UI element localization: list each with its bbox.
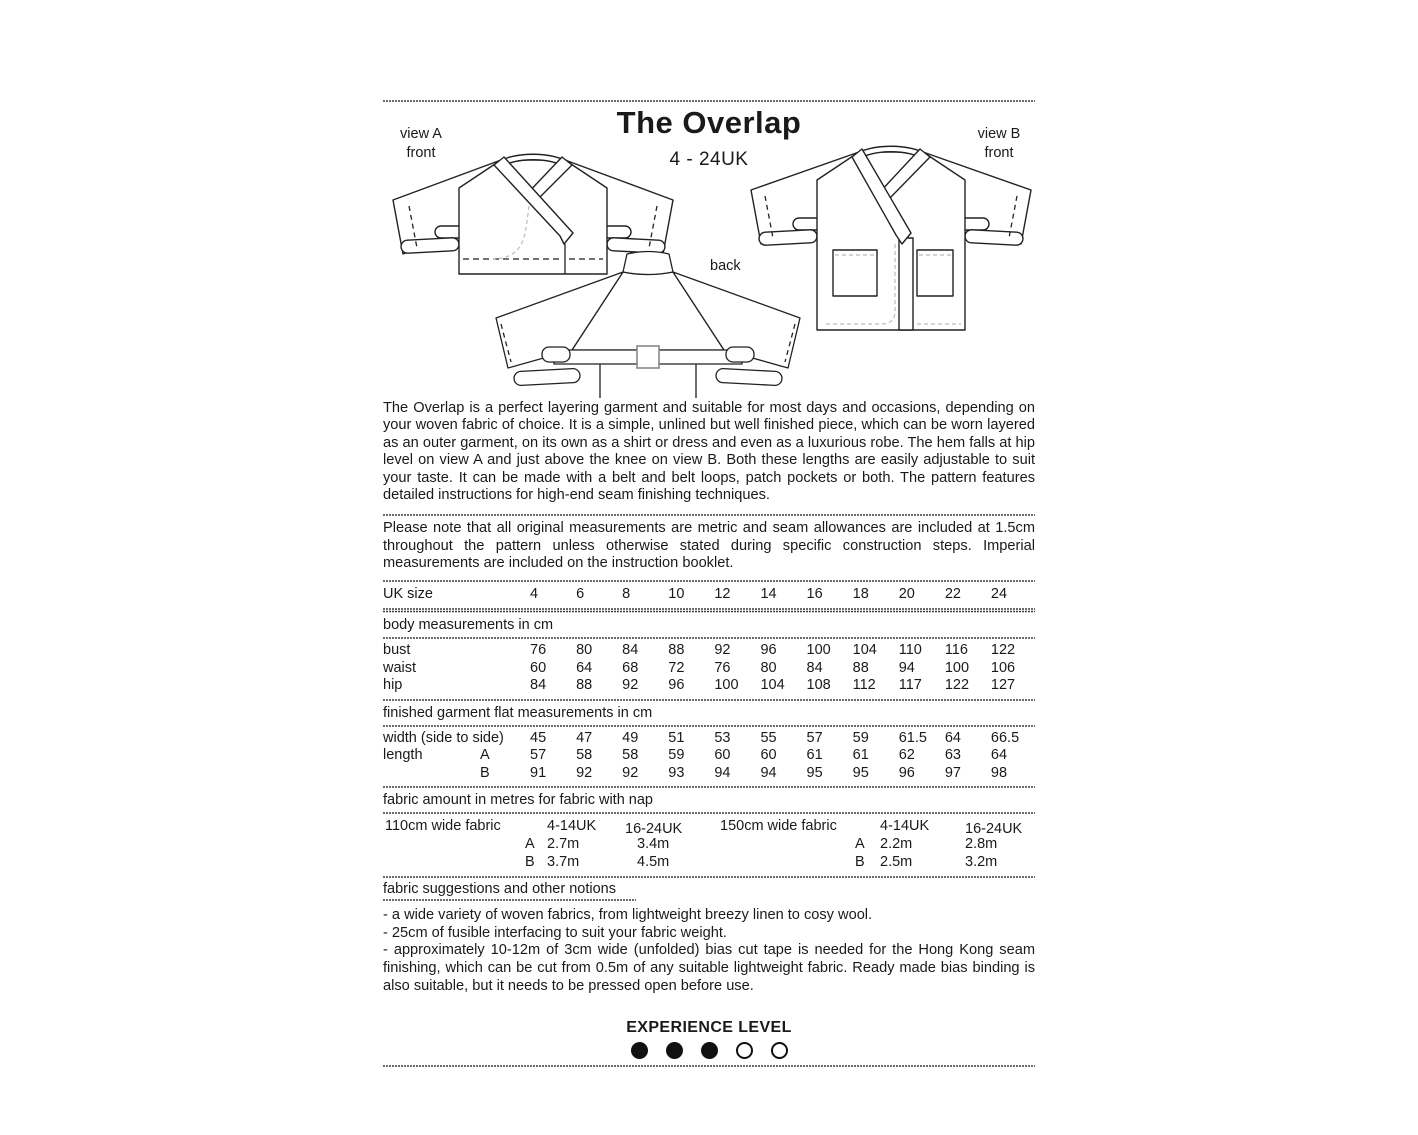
body-measurements-table xyxy=(383,639,1035,699)
experience-level-block xyxy=(383,1019,1035,1060)
width-value: 64 xyxy=(944,729,961,746)
length-a-value: 58 xyxy=(622,747,639,764)
uk-size-value: 12 xyxy=(714,585,731,602)
width-value: 59 xyxy=(852,729,869,746)
width-value: 49 xyxy=(622,729,639,746)
spacer xyxy=(383,835,523,853)
bust-label: bust xyxy=(383,642,411,659)
width-value: 53 xyxy=(714,729,731,746)
length-b-row xyxy=(383,765,1035,783)
waist-value: 84 xyxy=(806,659,823,676)
length-b-value: 96 xyxy=(898,764,915,781)
fabric-150-col1-header: 4-14UK xyxy=(880,818,930,835)
length-b-value: 95 xyxy=(806,764,823,781)
spacer xyxy=(523,817,545,835)
body-measurements-heading: body measurements in cm xyxy=(383,617,554,634)
bust-value: 92 xyxy=(714,642,731,659)
fabric-header-row xyxy=(383,817,1035,838)
fabric-view-b-row xyxy=(383,853,1035,871)
uk-size-row xyxy=(383,586,1035,604)
length-a-value: 62 xyxy=(898,747,915,764)
waist-value: 100 xyxy=(944,659,970,676)
experience-dot-empty xyxy=(771,1042,788,1059)
length-b-value: 95 xyxy=(852,764,869,781)
length-a-sub: A xyxy=(480,747,490,764)
notions-heading: fabric suggestions and other notions xyxy=(383,881,616,898)
divider xyxy=(383,876,1035,878)
hip-value: 92 xyxy=(622,677,639,694)
uk-size-value: 24 xyxy=(990,585,1008,602)
length-b-value: 97 xyxy=(944,764,961,781)
page-title: The Overlap xyxy=(616,105,802,140)
header-illustrations xyxy=(383,102,1035,398)
view-a-label-line1: view A xyxy=(400,126,442,142)
experience-level-heading: EXPERIENCE LEVEL xyxy=(626,1019,792,1037)
length-a-value: 64 xyxy=(990,747,1008,764)
width-label: width (side to side) xyxy=(383,729,504,746)
waist-row xyxy=(383,660,1035,678)
hip-value: 100 xyxy=(714,677,739,694)
length-a-value: 58 xyxy=(576,747,593,764)
length-label: length xyxy=(383,747,423,764)
length-b-value: 91 xyxy=(530,764,547,781)
fabric-150-col2-header: 16-24UK xyxy=(965,821,1023,838)
bust-value: 84 xyxy=(622,642,639,659)
waist-value: 64 xyxy=(576,659,593,676)
waist-label: waist xyxy=(383,659,417,676)
back-view-illustration xyxy=(488,250,808,400)
size-range: 4 - 24UK xyxy=(669,149,749,170)
width-row xyxy=(383,730,1035,748)
uk-size-value: 4 xyxy=(530,585,539,602)
uk-size-bar xyxy=(383,582,1035,609)
hip-label: hip xyxy=(383,677,403,694)
width-value: 47 xyxy=(576,729,593,746)
waist-value: 68 xyxy=(622,659,639,676)
fabric-110-a-letter: A xyxy=(525,836,535,853)
hip-value: 122 xyxy=(944,677,970,694)
bust-value: 110 xyxy=(898,642,922,659)
uk-size-label: UK size xyxy=(383,585,433,602)
experience-dot-filled xyxy=(631,1042,648,1059)
hip-value: 84 xyxy=(530,677,547,694)
width-value: 45 xyxy=(530,729,547,746)
finished-measurements-table xyxy=(383,727,1035,787)
bust-value: 100 xyxy=(806,642,831,659)
spacer xyxy=(848,817,870,835)
view-b-label-line2: front xyxy=(984,145,1014,161)
uk-size-value: 10 xyxy=(668,585,685,602)
fabric-150-b-letter: B xyxy=(855,854,865,871)
bust-value: 122 xyxy=(990,642,1016,659)
spacer xyxy=(383,853,523,871)
hip-value: 108 xyxy=(806,677,831,694)
fabric-amount-table xyxy=(383,814,1035,876)
length-b-value: 94 xyxy=(714,764,731,781)
length-b-value: 94 xyxy=(760,764,777,781)
width-value: 66.5 xyxy=(990,729,1020,746)
view-b-label-line1: view B xyxy=(977,126,1021,142)
bust-value: 80 xyxy=(576,642,593,659)
width-value: 61.5 xyxy=(898,729,927,746)
width-value: 55 xyxy=(760,729,777,746)
measurement-note-paragraph: Please note that all original measurements are metric and seam allowances are included at 1.5cm throughout the pattern unless otherwise stated during specific construction steps. Imperial measurements are included on the instruction booklet. xyxy=(383,520,1035,572)
fabric-amount-heading: fabric amount in metres for fabric with nap xyxy=(383,792,653,809)
fabric-150-a-val2: 2.8m xyxy=(965,836,998,853)
waist-value: 94 xyxy=(898,659,915,676)
hip-value: 112 xyxy=(852,677,876,694)
width-value: 51 xyxy=(668,729,685,746)
length-b-value: 93 xyxy=(668,764,685,781)
length-b-value: 98 xyxy=(990,764,1008,781)
fabric-110-col2-header: 16-24UK xyxy=(625,821,683,838)
fabric-110-b-letter: B xyxy=(525,854,535,871)
bust-value: 88 xyxy=(668,642,685,659)
bust-value: 76 xyxy=(530,642,547,659)
fabric-110-b-val1: 3.7m xyxy=(547,854,580,871)
bust-value: 116 xyxy=(944,642,968,659)
length-a-value: 57 xyxy=(530,747,547,764)
hip-value: 104 xyxy=(760,677,785,694)
fabric-150-b-val2: 3.2m xyxy=(965,854,998,871)
waist-value: 88 xyxy=(852,659,869,676)
back-view-label: back xyxy=(710,258,741,274)
uk-size-value: 14 xyxy=(760,585,777,602)
length-b-value: 92 xyxy=(576,764,593,781)
content-column xyxy=(383,100,1035,1067)
experience-dot-filled xyxy=(701,1042,718,1059)
bust-value: 96 xyxy=(760,642,777,659)
bottom-divider xyxy=(383,1065,1035,1067)
fabric-110-b-val2: 4.5m xyxy=(637,854,670,871)
description-paragraph: The Overlap is a perfect layering garment and suitable for most days and occasions, depending on your woven fabric of choice. It is a simple, unlined but well finished piece, which can be worn layered as an outer garment, on its own as a shirt or dress and even as a luxurious robe. The hem falls at hip level on view A and just above the knee on view B. Both these lengths are easily adjustable to suit your taste. It can be made with a belt and belt loops, patch pockets or both. The pattern features detailed instructions for high-end seam finishing techniques. xyxy=(383,400,1035,504)
uk-size-value: 16 xyxy=(806,585,823,602)
length-a-value: 59 xyxy=(668,747,685,764)
notions-heading-underline xyxy=(383,899,636,901)
waist-value: 60 xyxy=(530,659,547,676)
uk-size-value: 6 xyxy=(576,585,585,602)
waist-value: 72 xyxy=(668,659,685,676)
spacer xyxy=(718,835,848,853)
uk-size-value: 22 xyxy=(944,585,961,602)
fabric-150-a-letter: A xyxy=(855,836,865,853)
uk-size-value: 8 xyxy=(622,585,631,602)
fabric-110-col1-header: 4-14UK xyxy=(547,818,597,835)
fabric-110-a-val2: 3.4m xyxy=(637,836,670,853)
length-a-row xyxy=(383,747,1035,765)
divider xyxy=(383,514,1035,516)
notion-item: - approximately 10-12m of 3cm wide (unfolded) bias cut tape is needed for the Hong Kong seam finishing, which can be cut from 0.5m of any suitable lightweight fabric. Ready made bias binding is also suitable, but it needs to be pressed open before use. xyxy=(383,942,1035,994)
fabric-150-b-val1: 2.5m xyxy=(880,854,913,871)
length-a-value: 61 xyxy=(806,747,823,764)
hip-row xyxy=(383,677,1035,695)
bust-value: 104 xyxy=(852,642,877,659)
uk-size-value: 18 xyxy=(852,585,869,602)
length-a-value: 60 xyxy=(760,747,777,764)
experience-dots xyxy=(383,1042,1035,1060)
length-b-sub: B xyxy=(480,764,490,781)
waist-value: 106 xyxy=(990,659,1016,676)
hip-value: 96 xyxy=(668,677,685,694)
bust-row xyxy=(383,642,1035,660)
waist-value: 80 xyxy=(760,659,777,676)
view-a-label-line2: front xyxy=(406,145,436,161)
notion-item: - a wide variety of woven fabrics, from lightweight breezy linen to cosy wool. xyxy=(383,907,873,924)
hip-value: 88 xyxy=(576,677,593,694)
fabric-150-a-val1: 2.2m xyxy=(880,836,913,853)
width-value: 57 xyxy=(806,729,823,746)
finished-measurements-heading: finished garment flat measurements in cm xyxy=(383,704,653,721)
length-a-value: 60 xyxy=(714,747,731,764)
length-b-value: 92 xyxy=(622,764,639,781)
hip-value: 127 xyxy=(990,677,1016,694)
fabric-110-a-val1: 2.7m xyxy=(547,836,580,853)
hip-value: 117 xyxy=(898,677,922,694)
fabric-150-label: 150cm wide fabric xyxy=(720,818,837,835)
notion-item: - 25cm of fusible interfacing to suit your fabric weight. xyxy=(383,924,727,941)
spacer xyxy=(718,853,848,871)
experience-dot-filled xyxy=(666,1042,683,1059)
notions-list xyxy=(383,907,1035,995)
length-a-value: 63 xyxy=(944,747,961,764)
fabric-110-label: 110cm wide fabric xyxy=(385,818,501,835)
waist-value: 76 xyxy=(714,659,731,676)
length-a-value: 61 xyxy=(852,747,869,764)
experience-dot-empty xyxy=(736,1042,753,1059)
uk-size-value: 20 xyxy=(898,585,915,602)
